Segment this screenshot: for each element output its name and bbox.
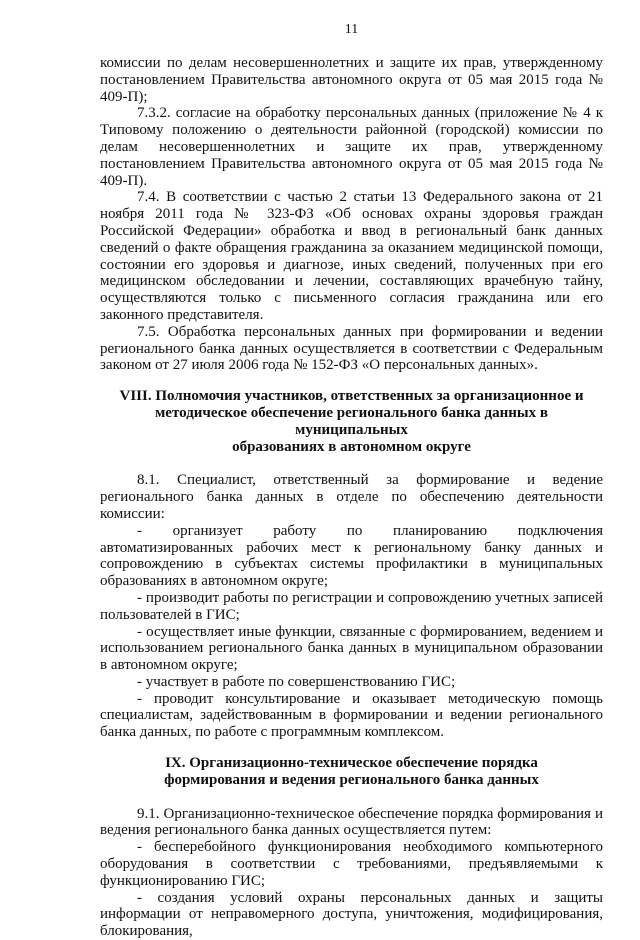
page-number: 11 — [344, 22, 359, 37]
list-item: - проводит консультирование и оказывает методическую помощь специалистам, задействованным в формировании и ведении регионального банка данных, по работе с программным комплексом. — [100, 690, 603, 741]
paragraph-7-4: 7.4. В соответствии с частью 2 статьи 13 Федерального закона от 21 ноября 2011 года № 323-ФЗ «Об основах охраны здоровья граждан Российской Федерации» обработка и ввод в региональный банк данных сведений о факте обращения гражданина за оказанием медицинской помощи, состоянии его здоровья и диагнозе, иных сведений, полученных при его медицинском обследовании и лечении, составляющих врачебную тайну, осуществляются только с письменного согласия гражданина или его законного представителя. — [100, 189, 603, 323]
section-8-title-line: методическое обеспечение регионального банка данных в муниципальных — [155, 404, 548, 438]
list-item: - производит работы по регистрации и сопровождению учетных записей пользователей в ГИС; — [100, 589, 603, 623]
paragraph-7-5: 7.5. Обработка персональных данных при формировании и ведении регионального банка данных осуществляется в соответствии с Федеральным законом от 27 июля 2006 года № 152-ФЗ «О персональных данных». — [100, 323, 603, 374]
paragraph-8-1: 8.1. Специалист, ответственный за формирование и ведение регионального банка данных в отделе по обеспечению деятельности комиссии: — [100, 472, 603, 522]
paragraph-continuation: комиссии по делам несовершеннолетних и защите их прав, утвержденному постановлением Правительства автономного округа от 05 мая 2015 года № 409-П); — [100, 55, 603, 105]
section-9-title-line: IX. Организационно-техническое обеспечение порядка — [165, 755, 538, 772]
section-8-title-line: образованиях в автономном округе — [232, 438, 471, 455]
paragraph-7-3-2: 7.3.2. согласие на обработку персональных данных (приложение № 4 к Типовому положению о деятельности районной (городской) комиссии по делам несовершеннолетних и защите их прав, утвержденному постановлением Правительства автономного округа от 05 мая 2015 года № 409-П). — [100, 105, 603, 189]
list-item: - бесперебойного функционирования необходимого компьютерного оборудования в соответствии с требованиями, предъявляемыми к функционированию ГИС; — [100, 839, 603, 889]
section-9-title-line: формирования и ведения регионального банка данных — [164, 771, 539, 788]
list-item: - участвует в работе по совершенствованию ГИС; — [137, 673, 456, 690]
list-item: - организует работу по планированию подключения автоматизированных рабочих мест к региональному банку данных и сопровождению в субъектах системы профилактики в муниципальных образованиях в автономном округе; — [100, 522, 603, 590]
paragraph-9-1: 9.1. Организационно-техническое обеспечение порядка формирования и ведения регионального банка данных осуществляется путем: — [100, 805, 603, 839]
section-9-title — [100, 755, 603, 789]
list-item: - осуществляет иные функции, связанные с формированием, ведением и использованием регионального банка данных в муниципальном образовании в автономном округе; — [100, 623, 603, 674]
section-8-title — [100, 388, 603, 455]
section-8-title-line: VIII. Полномочия участников, ответственных за организационное и — [119, 388, 584, 405]
list-item: - создания условий охраны персональных данных и защиты информации от неправомерного доступа, уничтожения, модифицирования, блокирования, — [100, 889, 603, 940]
